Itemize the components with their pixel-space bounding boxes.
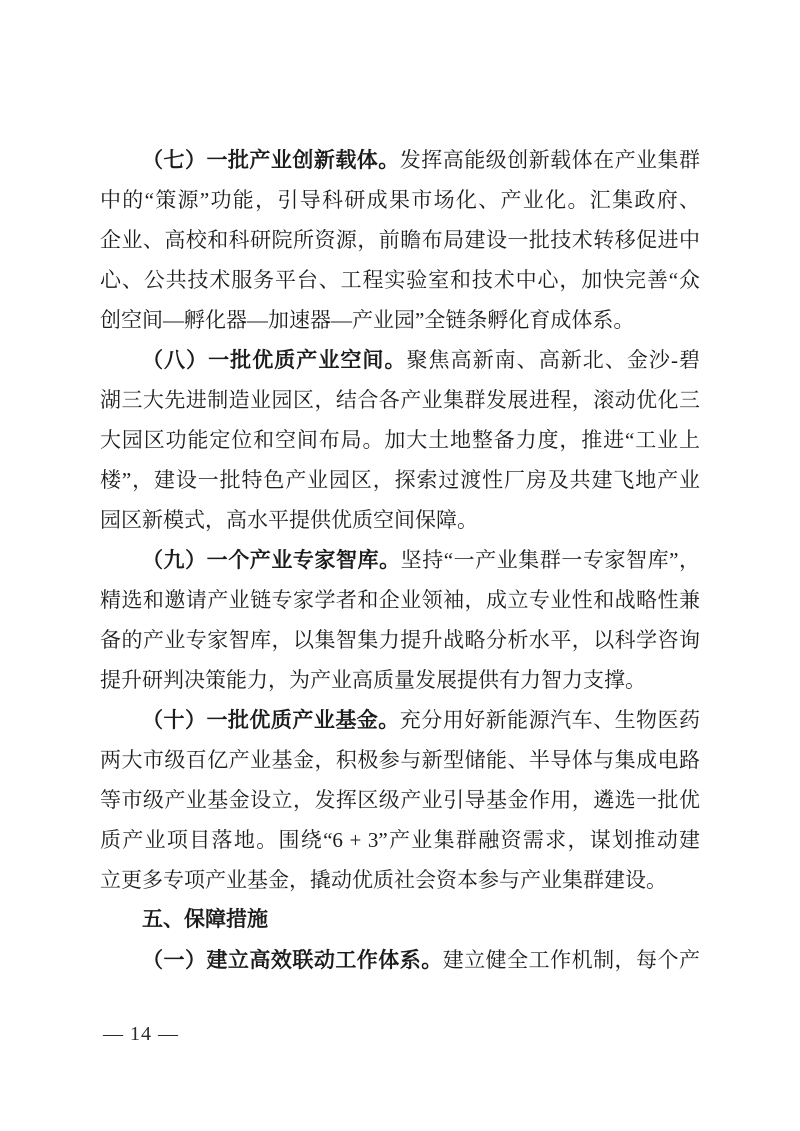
paragraph-line: 楼”，建设一批特色产业园区，探索过渡性厂房及共建飞地产业 xyxy=(100,468,700,492)
paragraph-9 xyxy=(100,540,700,700)
paragraph-line: 提升研判决策能力，为产业高质量发展提供有力智力支撑。 xyxy=(100,668,646,692)
paragraph-line: 备的产业专家智库，以集智集力提升战略分析水平，以科学咨询 xyxy=(100,628,700,652)
paragraph-line xyxy=(100,140,700,180)
paragraph-line: 中的“策源”功能，引导科研成果市场化、产业化。汇集政府、 xyxy=(100,188,700,212)
paragraph-line: 心、公共技术服务平台、工程实验室和技术中心，加快完善“众 xyxy=(100,268,700,292)
paragraph-text: 建立健全工作机制，每个产 xyxy=(442,948,700,972)
paragraph-10 xyxy=(100,700,700,900)
paragraph-7 xyxy=(100,140,700,340)
paragraph-line: 精选和邀请产业链专家学者和企业领袖，成立专业性和战略性兼 xyxy=(100,588,700,612)
paragraph-text: 聚焦高新南、高新北、金沙-碧 xyxy=(406,348,700,372)
paragraph-line: 两大市级百亿产业基金，积极参与新型储能、半导体与集成电路 xyxy=(100,748,700,772)
paragraph-line: 创空间—孵化器—加速器—产业园”全链条孵化育成体系。 xyxy=(100,308,635,332)
paragraph-text: 坚持“一产业集群一专家智库”， xyxy=(400,548,700,572)
paragraph-lead: （一）建立高效联动工作体系。 xyxy=(142,948,443,972)
paragraph-line xyxy=(100,340,700,380)
paragraph-line: 企业、高校和科研院所资源，前瞻布局建设一批技术转移促进中 xyxy=(100,228,700,252)
paragraph-line: 大园区功能定位和空间布局。加大土地整备力度，推进“工业上 xyxy=(100,428,700,452)
paragraph-lead: （七）一批产业创新载体。 xyxy=(142,148,400,172)
page-number: — 14 — xyxy=(103,1023,179,1045)
paragraph-line: 质产业项目落地。围绕“6 + 3”产业集群融资需求，谋划推动建 xyxy=(100,828,700,852)
paragraph-lead: （九）一个产业专家智库。 xyxy=(142,548,401,572)
paragraph-line xyxy=(100,940,700,980)
paragraph-line xyxy=(100,700,700,740)
paragraph-text: 发挥高能级创新载体在产业集群 xyxy=(399,148,700,172)
paragraph-line: 立更多专项产业基金，撬动优质社会资本参与产业集群建设。 xyxy=(100,868,667,892)
paragraph-line xyxy=(100,540,700,580)
paragraph-line: 等市级产业基金设立，发挥区级产业引导基金作用，遴选一批优 xyxy=(100,788,700,812)
paragraph-line: 园区新模式，高水平提供优质空间保障。 xyxy=(100,508,478,532)
paragraph-guarantee-1 xyxy=(100,940,700,980)
paragraph-line: 湖三大先进制造业园区，结合各产业集群发展进程，滚动优化三 xyxy=(100,388,700,412)
paragraph-lead: （十）一批优质产业基金。 xyxy=(142,708,400,732)
section-heading: 五、保障措施 xyxy=(142,908,268,931)
paragraph-lead: （八）一批优质产业空间。 xyxy=(142,348,407,372)
paragraph-8 xyxy=(100,340,700,540)
document-body xyxy=(100,140,700,980)
paragraph-text: 充分用好新能源汽车、生物医药 xyxy=(399,708,700,732)
